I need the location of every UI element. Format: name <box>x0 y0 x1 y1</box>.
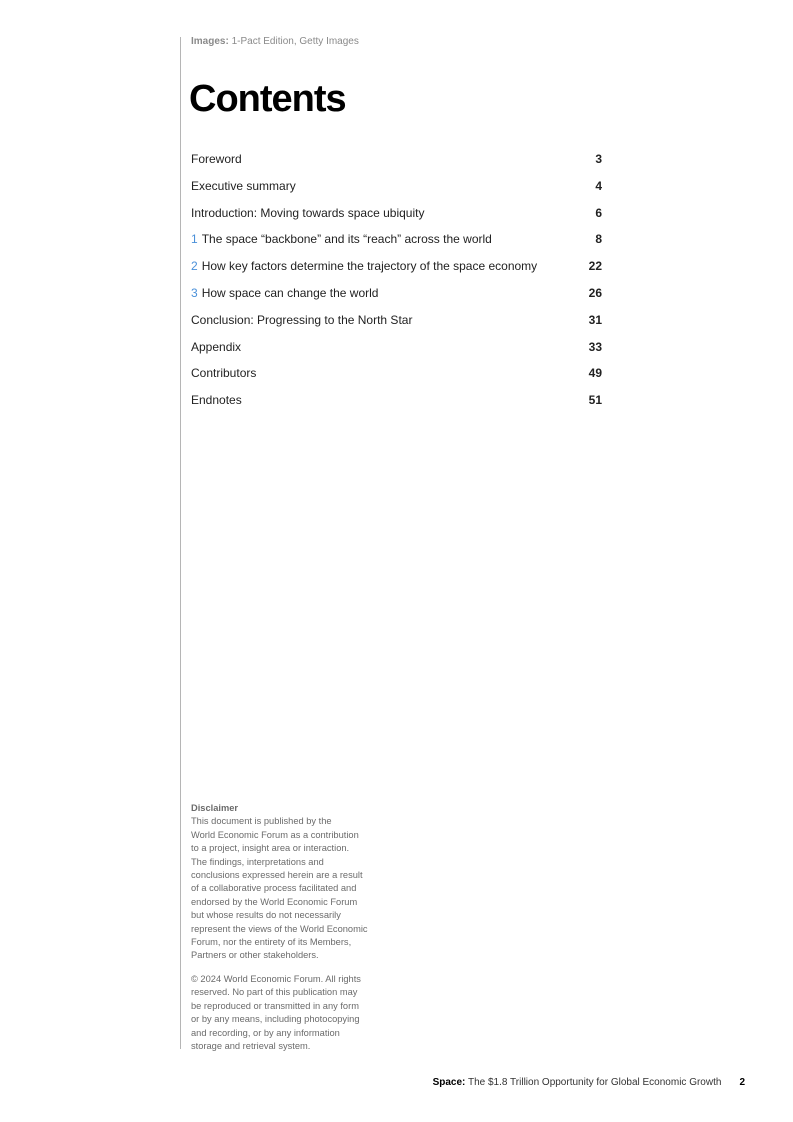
toc-entry[interactable] <box>191 152 602 179</box>
toc-page-number: 31 <box>588 312 602 327</box>
image-credit <box>191 36 359 47</box>
toc-chapter-number: 2 <box>191 259 198 274</box>
toc-page-number: 6 <box>595 205 602 220</box>
toc-chapter-number: 3 <box>191 285 198 300</box>
toc-entry[interactable] <box>191 393 602 420</box>
toc-entry-label: Executive summary <box>191 178 296 193</box>
toc-entry-label: Conclusion: Progressing to the North Star <box>191 312 413 327</box>
toc-entry-title <box>191 340 241 354</box>
toc-entry-label: How space can change the world <box>201 285 379 300</box>
toc-entry[interactable] <box>191 259 602 286</box>
disclaimer-heading: Disclaimer <box>191 803 239 813</box>
toc-page-number: 26 <box>588 285 602 300</box>
toc-page-number: 22 <box>588 259 602 274</box>
toc-chapter-number: 1 <box>191 232 198 247</box>
toc-entry-label: How key factors determine the trajectory of the space economy <box>201 259 538 274</box>
toc-entry[interactable] <box>191 313 602 340</box>
toc-page-number: 3 <box>595 152 602 166</box>
toc-page-number: 51 <box>588 393 602 408</box>
toc-entry-label: The space “backbone” and its “reach” across the world <box>201 232 492 247</box>
page-footer <box>433 1077 745 1088</box>
toc-entry-label: Introduction: Moving towards space ubiquity <box>191 205 425 220</box>
disclaimer-text: This document is published by the World Economic Forum as a contribution to a project, insight area or interaction. The findings, interpretations and conclusions expressed herein are a result of a collaborative process facilitated and endorsed by the World Economic Forum but whose results do not necessarily represent the views of the World Economic Forum, nor the entirety of its Members, Partners or other stakeholders. <box>191 816 368 961</box>
toc-entry-title <box>191 286 378 300</box>
toc-entry-title <box>191 259 537 273</box>
page-number: 2 <box>739 1077 745 1088</box>
table-of-contents <box>191 152 602 420</box>
footer-label: Space: <box>432 1077 466 1088</box>
image-credit-label: Images: <box>191 36 229 47</box>
toc-entry-title <box>191 232 492 246</box>
toc-entry-label: Appendix <box>191 339 242 354</box>
toc-entry[interactable] <box>191 366 602 393</box>
image-credit-text: 1-Pact Edition, Getty Images <box>231 36 359 47</box>
toc-entry-title <box>191 152 242 166</box>
toc-entry-label: Endnotes <box>191 393 242 408</box>
disclaimer <box>191 802 391 1063</box>
toc-entry[interactable] <box>191 179 602 206</box>
toc-page-number: 4 <box>595 178 602 193</box>
toc-entry-title <box>191 179 296 193</box>
toc-entry[interactable] <box>191 232 602 259</box>
toc-entry[interactable] <box>191 206 602 233</box>
toc-entry-label: Foreword <box>191 152 242 166</box>
footer-title: The $1.8 Trillion Opportunity for Global Economic Growth <box>467 1077 722 1088</box>
toc-entry-title <box>191 206 424 220</box>
toc-entry-title <box>191 393 242 407</box>
toc-entry[interactable] <box>191 286 602 313</box>
toc-entry-label: Contributors <box>191 366 257 381</box>
copyright-text: © 2024 World Economic Forum. All rights reserved. No part of this publication may be reproduced or transmitted in any form or by any means, including photocopying and recording, or by any information storage and retrieval system. <box>191 973 361 1051</box>
toc-entry-title <box>191 366 256 380</box>
toc-entry-title <box>191 313 412 327</box>
toc-page-number: 33 <box>588 339 602 354</box>
toc-page-number: 8 <box>595 232 602 247</box>
page-title: Contents <box>189 78 346 120</box>
toc-entry[interactable] <box>191 340 602 367</box>
toc-page-number: 49 <box>588 366 602 381</box>
footer-publication <box>433 1077 722 1088</box>
left-margin-rule <box>180 37 181 1049</box>
